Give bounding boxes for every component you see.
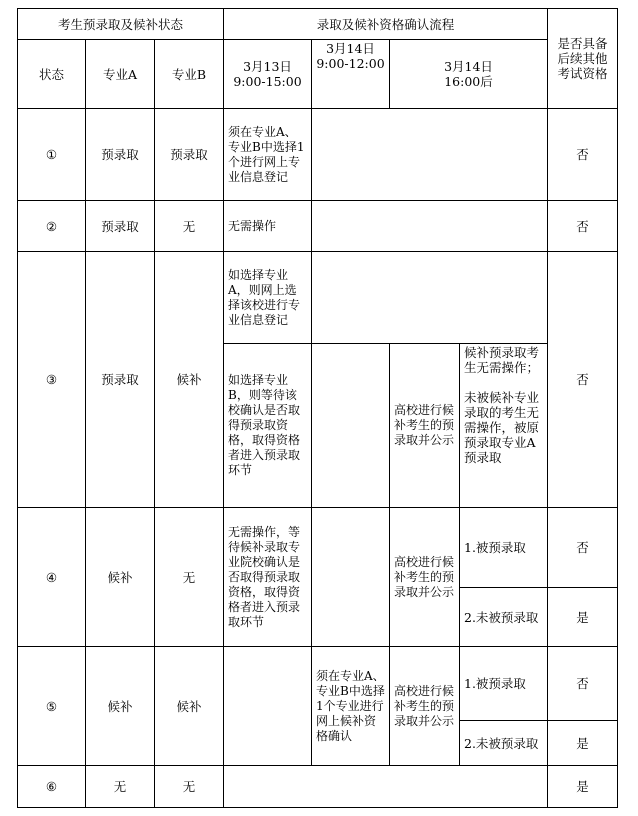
major-a-cell: 候补	[86, 508, 155, 647]
header-step2	[312, 40, 390, 109]
eligibility-cell: 否	[548, 109, 618, 201]
status-cell: ④	[18, 508, 86, 647]
major-b-cell: 无	[155, 766, 224, 808]
status-cell: ⑤	[18, 647, 86, 766]
status-cell: ①	[18, 109, 86, 201]
major-b-cell: 无	[155, 201, 224, 252]
major-b-cell: 预录取	[155, 109, 224, 201]
empty-cell	[312, 252, 548, 344]
major-a-cell: 候补	[86, 647, 155, 766]
admission-process-table	[17, 8, 618, 808]
outcome-cell: 1.被预录取	[460, 647, 548, 721]
eligibility-cell: 是	[548, 721, 618, 766]
major-a-cell: 预录取	[86, 109, 155, 201]
major-a-cell: 预录取	[86, 201, 155, 252]
table-row	[18, 109, 618, 201]
status-cell: ③	[18, 252, 86, 508]
step3-note-a: 候补预录取考生无需操作；	[464, 345, 540, 375]
outcome-cell: 1.被预录取	[460, 508, 548, 588]
header-step1	[224, 40, 312, 109]
step1-cell: 须在专业A、专业B中选择1个进行网上专业信息登记	[224, 109, 312, 201]
step3-note-cell	[460, 344, 548, 508]
empty-cell	[312, 344, 390, 508]
header-eligibility: 是否具备后续其他考试资格	[548, 9, 618, 109]
major-b-cell: 候补	[155, 647, 224, 766]
step2-publish-cell: 高校进行候补考生的预录取并公示	[390, 647, 460, 766]
eligibility-cell: 否	[548, 252, 618, 508]
step3-note-b: 未被候补专业录取的考生无需操作，被原预录取专业A预录取	[464, 390, 540, 465]
header-step3	[390, 40, 548, 109]
eligibility-cell: 否	[548, 508, 618, 588]
major-a-cell: 无	[86, 766, 155, 808]
status-cell: ⑥	[18, 766, 86, 808]
table-row	[18, 647, 618, 721]
eligibility-cell: 否	[548, 201, 618, 252]
admission-process-table-wrapper	[17, 8, 618, 808]
major-b-cell: 候补	[155, 252, 224, 508]
step1-option-a-cell: 如选择专业A，则网上选择该校进行专业信息登记	[224, 252, 312, 344]
eligibility-cell: 否	[548, 647, 618, 721]
header-col-major-a: 专业A	[86, 40, 155, 109]
step1-option-b-cell: 如选择专业B，则等待该校确认是否取得预录取资格，取得资格者进入预录取环节	[224, 344, 312, 508]
outcome-cell: 2.未被预录取	[460, 721, 548, 766]
step1-time: 9:00-15:00	[233, 74, 302, 89]
step1-cell: 无需操作	[224, 201, 312, 252]
status-cell: ②	[18, 201, 86, 252]
table-row	[18, 252, 618, 344]
header-status-group: 考生预录取及候补状态	[18, 9, 224, 40]
empty-cell	[312, 201, 548, 252]
header-col-status: 状态	[18, 40, 86, 109]
step2-confirm-cell: 须在专业A、专业B中选择1个专业进行网上候补资格确认	[312, 647, 390, 766]
step1-cell: 无需操作，等待候补录取专业院校确认是否取得预录取资格，取得资格者进入预录取环节	[224, 508, 312, 647]
step2-publish-cell: 高校进行候补考生的预录取并公示	[390, 344, 460, 508]
step3-date: 3月14日	[444, 59, 493, 74]
empty-cell	[312, 508, 390, 647]
major-a-cell: 预录取	[86, 252, 155, 508]
header-col-major-b: 专业B	[155, 40, 224, 109]
table-row	[18, 766, 618, 808]
empty-cell	[224, 766, 548, 808]
step3-time: 16:00后	[444, 74, 493, 89]
table-row	[18, 201, 618, 252]
empty-cell	[224, 647, 312, 766]
eligibility-cell: 是	[548, 588, 618, 647]
step1-date: 3月13日	[243, 59, 292, 74]
header-process-group: 录取及候补资格确认流程	[224, 9, 548, 40]
step2-publish-cell: 高校进行候补考生的预录取并公示	[390, 508, 460, 647]
step2-date: 3月14日	[326, 41, 375, 56]
table-row	[18, 508, 618, 588]
step2-time: 9:00-12:00	[316, 56, 385, 71]
empty-cell	[312, 109, 548, 201]
eligibility-cell: 是	[548, 766, 618, 808]
outcome-cell: 2.未被预录取	[460, 588, 548, 647]
major-b-cell: 无	[155, 508, 224, 647]
